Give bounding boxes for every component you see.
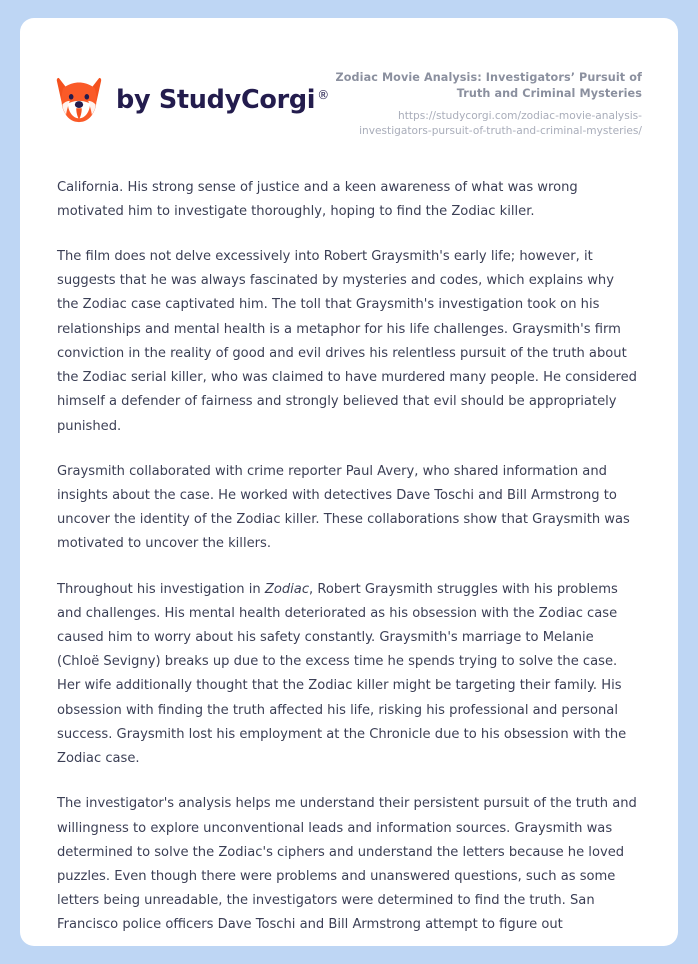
header-meta [329,68,642,140]
document-header [20,18,678,140]
registered-mark: ® [317,87,330,102]
paragraph: The investigator's analysis helps me understand their persistent pursuit of the truth and willingness to explore unconventional leads and information sources. Graysmith was determined to solve the Zodiac's ciphers and understand the letters because he loved puzzles. Even though there were problems and unanswered questions, such as some letters being unreadable, the investigators were determined to find the truth. San Francisco police officers Dave Toschi and Bill Armstrong attempt to figure out [57,796,637,933]
wordmark-text: by StudyCorgi [116,85,316,115]
corgi-head-icon [56,76,102,124]
source-url: https://studycorgi.com/zodiac-movie-analysis-investigators-pursuit-of-truth-and-criminal-mysteries/ [359,109,642,138]
document-body [20,140,678,938]
paragraph: The film does not delve excessively into Robert Graysmith's early life; however, it suggests that he was always fascinated by mysteries and codes, which explains why the Zodiac case captivated him. The toll that Graysmith's investigation took on his relationships and mental health is a metaphor for his life challenges. Graysmith's firm conviction in the reality of good and evil drives his relentless pursuit of the truth about the Zodiac serial killer, who was claimed to have murdered many people. He considered himself a defender of fairness and strongly believed that evil should be appropriately punished. [57,248,637,434]
brand-logo [56,76,329,124]
page-title: Zodiac Movie Analysis: Investigators’ Pursuit of Truth and Criminal Mysteries [335,71,642,100]
paragraph: Throughout his investigation in Zodiac, Robert Graysmith struggles with his problems and challenges. His mental health deteriorated as his obsession with the Zodiac case caused him to worry about his safety constantly. Graysmith's marriage to Melanie (Chloë Sevigny) breaks up due to the excess time he spends trying to solve the case. Her wife additionally thought that the Zodiac killer might be targeting their family. His obsession with finding the truth affected his life, risking his professional and personal success. Graysmith lost his employment at the Chronicle due to his obsession with the Zodiac case. [57,581,627,767]
wordmark [116,85,329,115]
document-card [20,18,678,946]
paragraph: Graysmith collaborated with crime reporter Paul Avery, who shared information and insights about the case. He worked with detectives Dave Toschi and Bill Armstrong to uncover the identity of the Zodiac killer. These collaborations show that Graysmith was motivated to uncover the killers. [57,463,630,552]
paragraph: California. His strong sense of justice and a keen awareness of what was wrong motivated him to investigate thoroughly, hoping to find the Zodiac killer. [57,179,578,219]
